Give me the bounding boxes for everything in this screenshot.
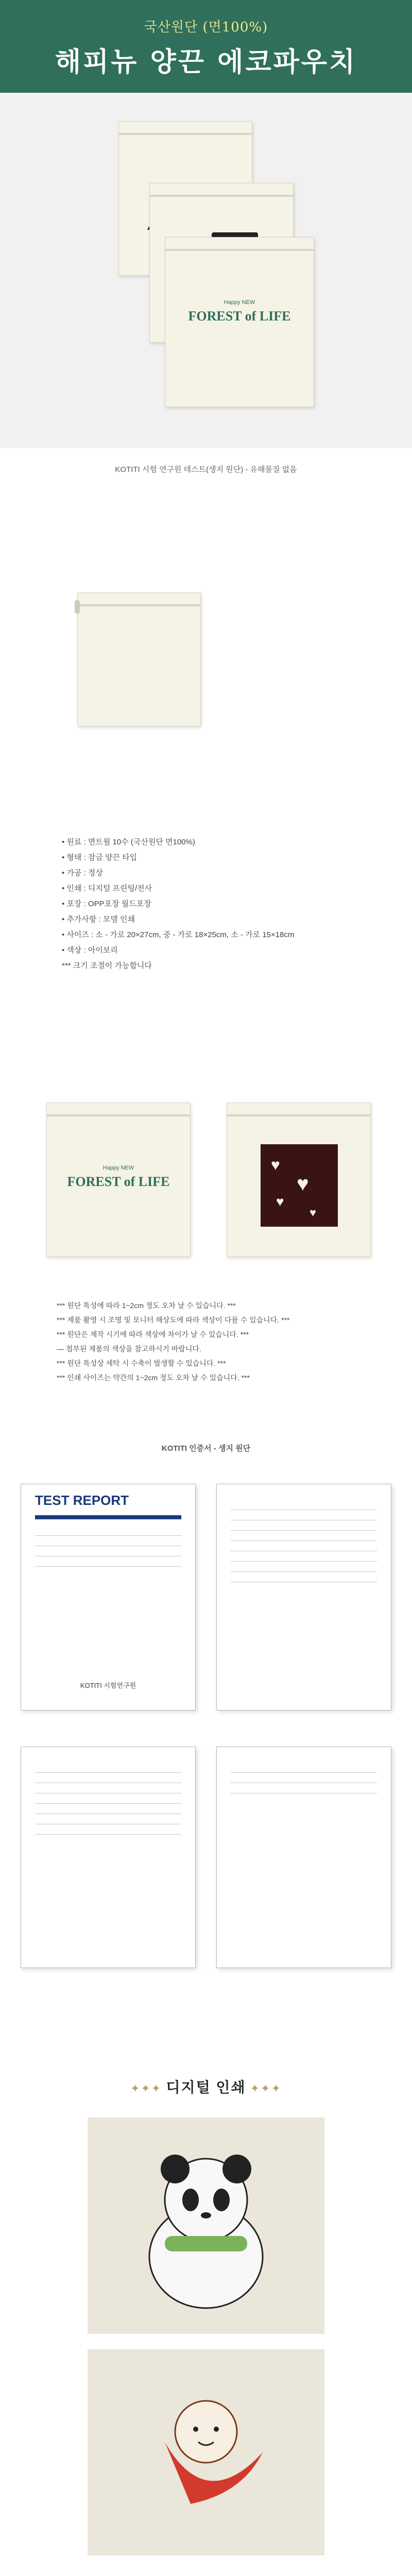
bag-drawstring bbox=[165, 249, 314, 251]
panda-icon bbox=[88, 2117, 324, 2334]
spec-line: • 형태 : 잠금 양끈 타입 bbox=[62, 853, 138, 862]
digital-print-title bbox=[0, 2076, 412, 2097]
spec-line: • 색상 : 아이보리 bbox=[62, 946, 118, 955]
report-row bbox=[231, 1768, 377, 1773]
header-subtitle: 국산원단 (면100%) bbox=[144, 20, 268, 35]
report-row bbox=[231, 1546, 377, 1551]
bag-drawstring bbox=[150, 195, 293, 197]
report-row bbox=[35, 1819, 181, 1824]
report-row bbox=[35, 1788, 181, 1793]
page-header bbox=[0, 0, 412, 93]
report-row bbox=[35, 1551, 181, 1556]
test-summary-document bbox=[216, 1747, 391, 1968]
report-row bbox=[35, 1541, 181, 1546]
test-report-document bbox=[21, 1484, 196, 1710]
product-hero-panel bbox=[0, 93, 412, 448]
report-row bbox=[35, 1829, 181, 1835]
test-table-document bbox=[21, 1747, 196, 1968]
notice-line: *** 원단은 제작 시기에 따라 색상에 차이가 날 수 있습니다. *** bbox=[57, 1330, 249, 1338]
bag-image-forest bbox=[46, 1103, 191, 1257]
report-row bbox=[35, 1799, 181, 1804]
spec-line: • 추가사항 : 모델 인쇄 bbox=[62, 915, 135, 924]
report-header-bar bbox=[35, 1515, 181, 1519]
report-row bbox=[231, 1778, 377, 1783]
bag-drawstring bbox=[78, 604, 200, 606]
notice-line: *** 제품 촬영 시 조명 및 모니터 해상도에 따라 색상이 다를 수 있습니다. *** bbox=[57, 1316, 290, 1324]
panda-print-image bbox=[88, 2117, 324, 2334]
report-row bbox=[35, 1768, 181, 1773]
bag-image-front bbox=[165, 237, 314, 407]
spec-line: • 원료 : 면트윌 10수 (국산원단 면100%) bbox=[62, 838, 195, 846]
cert-note: KOTITI 인증서 - 생지 원단 bbox=[161, 1444, 251, 1453]
svg-text:♥: ♥ bbox=[271, 1157, 280, 1174]
test-results-document bbox=[216, 1484, 391, 1710]
report-title: TEST REPORT bbox=[35, 1493, 129, 1508]
bag-image-plain bbox=[77, 592, 201, 726]
svg-text:♥: ♥ bbox=[276, 1194, 284, 1209]
report-row bbox=[231, 1788, 377, 1793]
report-row bbox=[35, 1778, 181, 1783]
header-title: 해피뉴 양끈 에코파우치 bbox=[55, 47, 357, 78]
spec-line: • 포장 : OPP포장 월드포장 bbox=[62, 900, 151, 908]
bag-logo: FOREST of LIFE bbox=[67, 1174, 170, 1189]
digital-title-text: 디지털 인쇄 bbox=[166, 2079, 246, 2095]
bag-logo-small: Happy NEW bbox=[224, 299, 255, 306]
report-row bbox=[35, 1809, 181, 1814]
koti-test-note: KOTITI 시험 연구원 테스트(생지 원단) - 유해물질 없음 bbox=[115, 465, 297, 474]
star-icon: ✦✦✦ bbox=[130, 2082, 166, 2095]
notice-line: *** 원단 특성에 따라 1~2cm 정도 오차 날 수 있습니다. *** bbox=[57, 1301, 236, 1310]
report-row bbox=[231, 1556, 377, 1562]
bag-drawstring bbox=[119, 133, 252, 135]
bag-drawstring bbox=[47, 1114, 190, 1116]
svg-text:♥: ♥ bbox=[310, 1206, 317, 1219]
report-row bbox=[35, 1531, 181, 1536]
bag-logo-small: Happy NEW bbox=[102, 1165, 134, 1171]
spec-line: • 가공 : 정상 bbox=[62, 869, 103, 877]
report-row bbox=[231, 1505, 377, 1510]
spec-line: • 사이즈 : 소 - 가로 20×27cm, 중 - 가로 18×25cm, 소 - 가로 15×18cm bbox=[62, 930, 295, 939]
superhero-icon bbox=[88, 2349, 324, 2555]
bag-drawstring bbox=[227, 1114, 370, 1116]
spec-line: • 인쇄 : 디지털 프린팅/전사 bbox=[62, 884, 152, 893]
svg-text:♥: ♥ bbox=[297, 1173, 309, 1195]
report-caption: KOTITI 시험연구원 bbox=[80, 1682, 136, 1689]
cartoon-print-image bbox=[88, 2349, 324, 2555]
hearts-icon bbox=[261, 1144, 338, 1227]
product-specs bbox=[62, 835, 294, 974]
star-icon: ✦✦✦ bbox=[246, 2082, 282, 2095]
bag-image-hearts bbox=[227, 1103, 371, 1257]
report-row bbox=[231, 1515, 377, 1520]
bag-logo: FOREST of LIFE bbox=[188, 309, 291, 324]
notice-line: — 첨부된 제품의 색상을 참고하시기 바랍니다. bbox=[57, 1345, 201, 1353]
notice-line: *** 인쇄 사이즈는 약간의 1~2cm 정도 오차 날 수 있습니다. *** bbox=[57, 1374, 250, 1382]
report-row bbox=[35, 1562, 181, 1567]
spec-line: *** 크기 조절이 가능합니다 bbox=[62, 961, 152, 970]
report-row bbox=[231, 1567, 377, 1572]
product-notices bbox=[57, 1298, 289, 1385]
report-row bbox=[231, 1577, 377, 1582]
notice-line: *** 원단 특성상 세탁 시 수축이 발생할 수 있습니다. *** bbox=[57, 1359, 226, 1367]
report-row bbox=[231, 1526, 377, 1531]
bag-knot bbox=[75, 600, 80, 614]
hearts-print-icon bbox=[261, 1144, 338, 1227]
report-row bbox=[231, 1536, 377, 1541]
